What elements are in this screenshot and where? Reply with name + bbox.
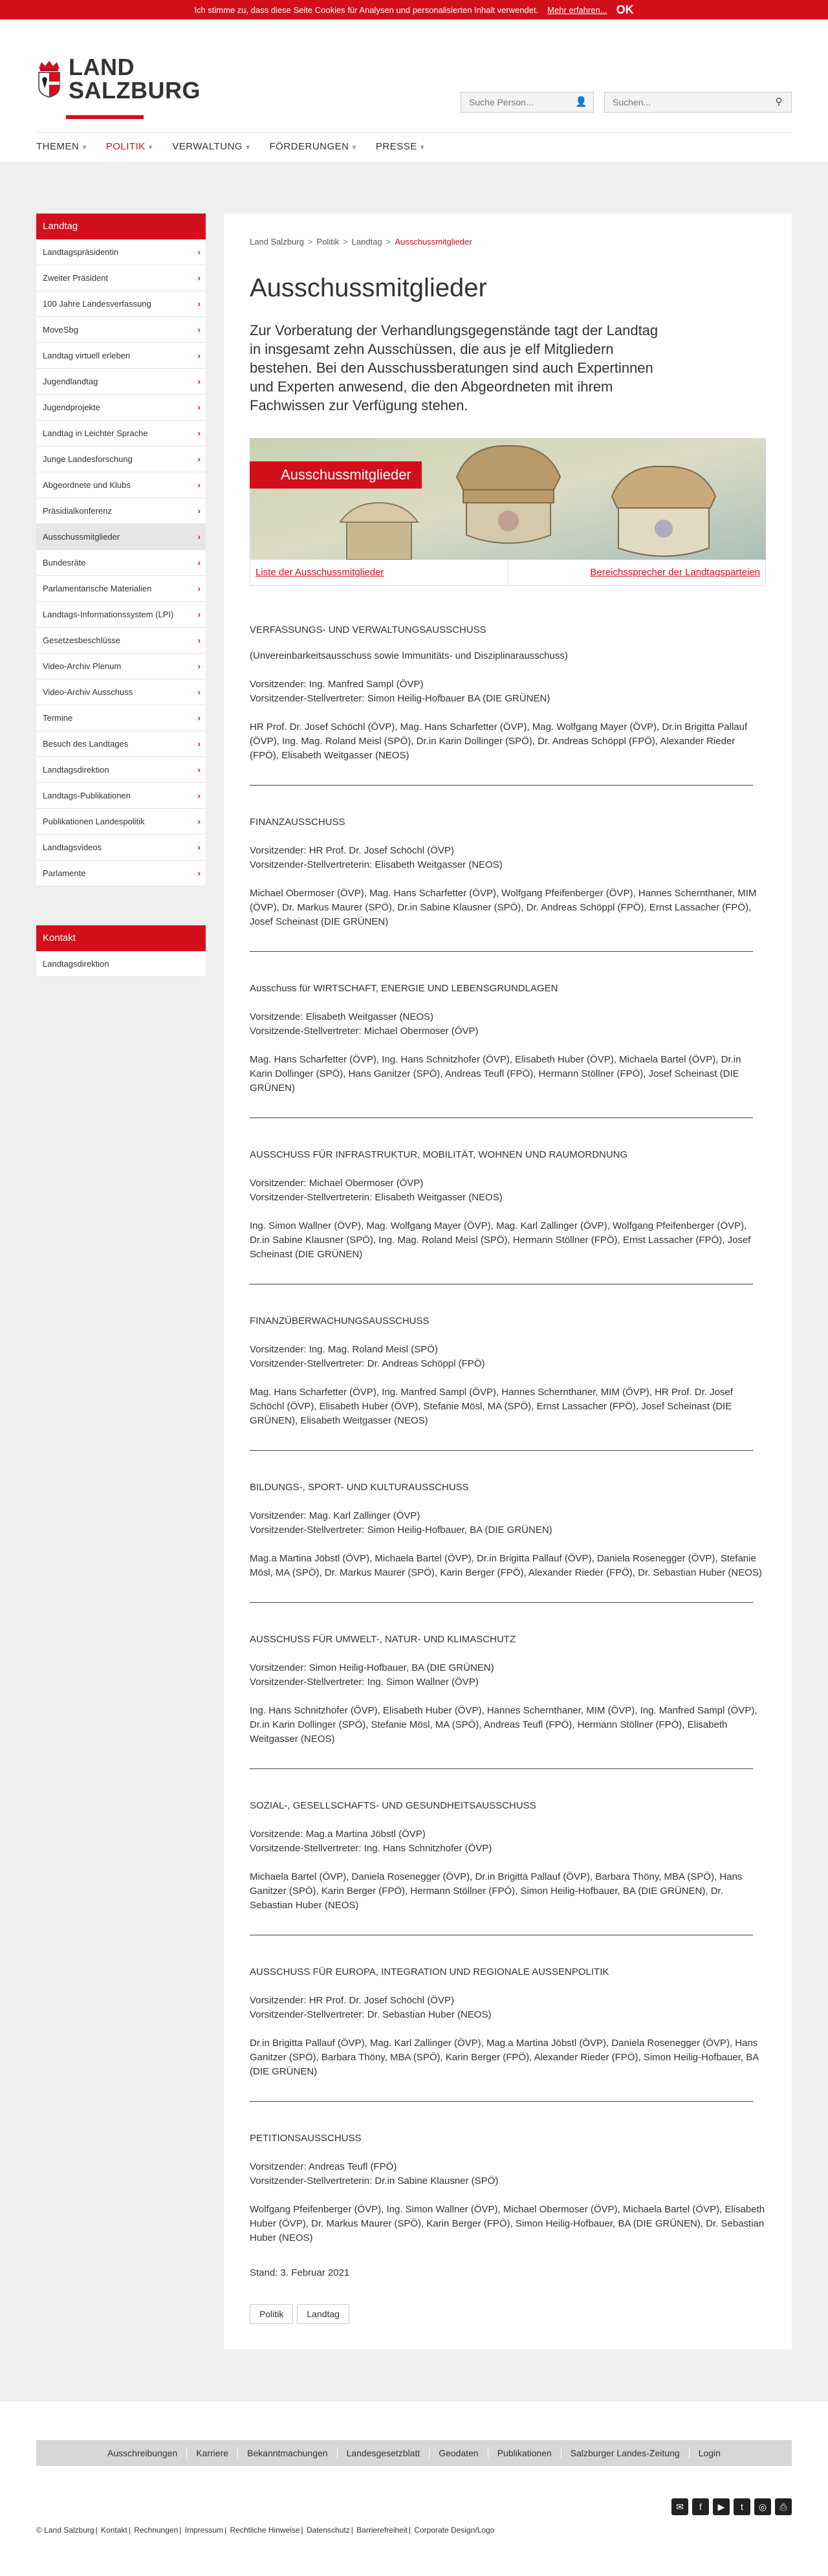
chevron-right-icon: › xyxy=(197,791,201,800)
imprint-separator: | xyxy=(224,2526,229,2535)
divider xyxy=(250,2101,753,2102)
sidebar-item[interactable] xyxy=(36,395,206,421)
footer-link[interactable]: Bekanntmachungen xyxy=(238,2448,338,2458)
chevron-right-icon: › xyxy=(197,687,201,697)
chevron-right-icon: › xyxy=(197,454,201,464)
person-search-input[interactable] xyxy=(468,96,575,108)
sidebar-item-label: Landtagspräsidentin xyxy=(43,247,119,257)
sidebar-item[interactable] xyxy=(36,498,206,524)
footer-links xyxy=(36,2440,792,2466)
committee-title: FINANZÜBERWACHUNGSAUSSCHUSS xyxy=(250,1316,430,1327)
sidebar-title[interactable]: Landtag xyxy=(36,214,206,239)
sidebar-item-label: Parlamentarische Materialien xyxy=(43,584,152,593)
divider xyxy=(250,1117,753,1118)
sidebar-item[interactable] xyxy=(36,628,206,654)
tag-list xyxy=(250,2304,766,2324)
imprint-separator: | xyxy=(301,2526,305,2535)
committee-chair: Vorsitzender: Ing. Manfred Sampl (ÖVP) xyxy=(250,679,424,690)
committee xyxy=(250,1633,766,1769)
committee-list xyxy=(250,623,766,2245)
chevron-right-icon: › xyxy=(197,610,201,619)
intro-text: Zur Vorberatung der Verhandlungsgegenstände tagt der Landtag in insgesamt zehn Ausschüssen, die aus je elf Mitgliedern bestehen. Bei den Ausschussberatungen sind auch Expertinnen und Experten anwesend, die den Abgeordneten mit ihrem Fachwissen zur Verfügung stehen. xyxy=(250,322,659,413)
sidebar-item[interactable] xyxy=(36,809,206,835)
twitter-icon[interactable]: t xyxy=(734,2498,750,2515)
committee xyxy=(250,1314,766,1451)
chevron-down-icon: ▼ xyxy=(147,144,155,151)
sidebar-item-label: Junge Landesforschung xyxy=(43,454,133,464)
link-spokespersons[interactable]: Bereichssprecher der Landtagsparteien xyxy=(508,560,766,585)
committee xyxy=(250,982,766,1118)
committee-deputy: Vorsitzender-Stellvertreterin: Elisabeth Weitgasser (NEOS) xyxy=(250,1192,503,1203)
committee-deputy: Vorsitzender-Stellvertreter: Simon Heilig-Hofbauer, BA (DIE GRÜNEN) xyxy=(250,1525,552,1536)
committee-members: HR Prof. Dr. Josef Schöchl (ÖVP), Mag. Hans Scharfetter (ÖVP), Mag. Wolfgang Mayer (ÖVP), Dr.in Brigitta Pallauf (ÖVP), Ing. Mag. Roland Meisl (SPÖ), Dr.in Karin Dollinger (SPÖ), Dr. Andreas Schöppl (FPÖ), Alexander Rieder (FPÖ), Elisabeth Weitgasser (NEOS) xyxy=(250,721,748,761)
link-member-list[interactable]: Liste der Ausschussmitglieder xyxy=(256,567,384,578)
divider xyxy=(250,1450,753,1451)
footer-link[interactable]: Landesgesetzblatt xyxy=(338,2448,430,2458)
logo-line2: SALZBURG xyxy=(69,77,201,104)
imprint-separator: | xyxy=(408,2526,413,2535)
divider xyxy=(250,1768,753,1769)
social-icons xyxy=(671,2498,792,2515)
breadcrumb-current: Ausschussmitglieder xyxy=(395,237,472,247)
breadcrumb-item[interactable]: Landtag xyxy=(351,237,382,247)
committee-deputy: Vorsitzender-Stellvertreter: Dr. Sebastian Huber (NEOS) xyxy=(250,2009,492,2020)
sidebar-item[interactable] xyxy=(36,783,206,809)
committee-chair: Vorsitzender: Mag. Karl Zallinger (ÖVP) xyxy=(250,1510,420,1521)
imprint-separator: | xyxy=(351,2526,356,2535)
sidebar-item-label: Landtagsvideos xyxy=(43,842,102,852)
imprint-links xyxy=(36,2526,496,2535)
sidebar-item-label: MoveSbg xyxy=(43,325,78,335)
footer-link[interactable]: Publikationen xyxy=(488,2448,561,2458)
imprint-link[interactable]: Rechtliche Hinweise xyxy=(230,2526,300,2535)
committee xyxy=(250,623,766,786)
committee-deputy: Vorsitzende-Stellvertreter: Ing. Hans Schnitzhofer (ÖVP) xyxy=(250,1843,492,1854)
main-nav xyxy=(36,132,792,160)
chevron-right-icon: › xyxy=(197,868,201,878)
committee-title: AUSSCHUSS FÜR EUROPA, INTEGRATION UND REGIONALE AUSSENPOLITIK xyxy=(250,1966,609,1977)
breadcrumb-separator: > xyxy=(343,237,348,247)
crest-icon xyxy=(36,60,62,98)
committee-members: Michaela Bartel (ÖVP), Daniela Rosenegger (ÖVP), Dr.in Brigitta Pallauf (ÖVP), Barbara Thöny, MBA (SPÖ), Hans Ganitzer (SPÖ), Karin Berger (FPÖ), Hermann Stöllner (FPÖ), Simon Heilig-Hofbauer, BA (DIE GRÜNEN), Dr. Sebastian Huber (NEOS) xyxy=(250,1871,743,1911)
committee-title: Ausschuss für WIRTSCHAFT, ENERGIE UND LEBENSGRUNDLAGEN xyxy=(250,983,558,994)
quick-links xyxy=(250,560,766,586)
imprint-link[interactable]: Corporate Design/Logo xyxy=(414,2526,495,2535)
chevron-down-icon: ▼ xyxy=(351,144,358,151)
committee-title: SOZIAL-, GESELLSCHAFTS- UND GESUNDHEITSAUSSCHUSS xyxy=(250,1800,536,1811)
sidebar-item-label: Besuch des Landtages xyxy=(43,739,129,749)
sidebar-item[interactable] xyxy=(36,550,206,576)
chevron-right-icon: › xyxy=(197,765,201,775)
header xyxy=(0,19,828,152)
nav-themen-label: THEMEN xyxy=(36,141,80,152)
person-search-box xyxy=(461,92,594,113)
chevron-right-icon: › xyxy=(197,739,201,749)
footer-link[interactable]: Salzburger Landes-Zeitung xyxy=(561,2448,690,2458)
mail-icon[interactable]: ✉ xyxy=(671,2498,688,2515)
committee xyxy=(250,2131,766,2245)
youtube-icon[interactable]: ▶ xyxy=(713,2498,730,2515)
imprint-link[interactable]: Datenschutz xyxy=(307,2526,350,2535)
committee-members: Michael Obermoser (ÖVP), Mag. Hans Scharfetter (ÖVP), Wolfgang Pfeifenberger (ÖVP), Hannes Schernthaner, MIM (ÖVP), Dr. Markus Maurer (SPÖ), Dr.in Sabine Klausner (SPÖ), Dr. Andreas Schöppl (FPÖ), Ernst Lassacher (FPÖ), Josef Scheinast (DIE GRÜNEN) xyxy=(250,888,757,927)
sidebar-item[interactable] xyxy=(36,343,206,369)
sidebar-item-label: Jugendprojekte xyxy=(43,402,100,412)
sidebar-item[interactable] xyxy=(36,861,206,886)
bottom-spacer xyxy=(0,2537,828,2576)
kontakt-item[interactable]: Landtagsdirektion xyxy=(36,951,206,977)
cookie-bar xyxy=(0,0,828,19)
chevron-down-icon: ▼ xyxy=(81,144,88,151)
sidebar-item-label: Gesetzesbeschlüsse xyxy=(43,635,120,645)
footer-bottom xyxy=(36,2466,792,2537)
site-search-input[interactable] xyxy=(611,96,773,108)
committee-title: AUSSCHUSS FÜR UMWELT-, NATUR- UND KLIMASCHUTZ xyxy=(250,1634,516,1645)
main-content xyxy=(224,214,792,2350)
sidebar-item[interactable] xyxy=(36,472,206,498)
sidebar-item-label: 100 Jahre Landesverfassung xyxy=(43,299,151,309)
committee-title: BILDUNGS-, SPORT- UND KULTURAUSSCHUSS xyxy=(250,1482,469,1493)
sidebar-item[interactable] xyxy=(36,421,206,446)
sidebar-item-label: Bundesräte xyxy=(43,558,86,567)
kontakt-list xyxy=(36,951,206,977)
page-title: Ausschussmitglieder xyxy=(250,274,487,302)
committee-chair: Vorsitzender: Simon Heilig-Hofbauer, BA (DIE GRÜNEN) xyxy=(250,1662,494,1673)
sidebar-item-label: Video-Archiv Plenum xyxy=(43,661,122,671)
chevron-right-icon: › xyxy=(197,351,201,360)
chevron-right-icon: › xyxy=(197,299,201,309)
committee-chair: Vorsitzende: Elisabeth Weitgasser (NEOS) xyxy=(250,1011,434,1022)
committee-subtitle: (Unvereinbarkeitsausschuss sowie Immunitäts- und Disziplinarausschuss) xyxy=(250,650,568,661)
sidebar-item[interactable] xyxy=(36,291,206,317)
chevron-right-icon: › xyxy=(197,817,201,826)
chevron-right-icon: › xyxy=(197,325,201,335)
committee-members: Mag.a Martina Jöbstl (ÖVP), Michaela Bartel (ÖVP), Dr.in Brigitta Pallauf (ÖVP), Daniela Rosenegger (ÖVP), Stefanie Mösl, MA (SPÖ), Dr. Markus Maurer (SPÖ), Karin Berger (FPÖ), Alexander Rieder (FPÖ), Dr. Sebastian Huber (NEOS) xyxy=(250,1553,762,1578)
sidebar-item[interactable] xyxy=(36,835,206,861)
committee xyxy=(250,815,766,952)
facebook-icon[interactable]: f xyxy=(692,2498,709,2515)
chevron-right-icon: › xyxy=(197,584,201,593)
tag-politik[interactable]: Politik xyxy=(250,2304,293,2324)
committee-deputy: Vorsitzender-Stellvertreter: Ing. Simon Wallner (ÖVP) xyxy=(250,1677,479,1688)
chevron-right-icon: › xyxy=(197,635,201,645)
sidebar-item[interactable] xyxy=(36,446,206,472)
committee-members: Mag. Hans Scharfetter (ÖVP), Ing. Hans Schnitzhofer (ÖVP), Elisabeth Huber (ÖVP), Michaela Bartel (ÖVP), Dr.in Karin Dollinger (SPÖ), Hans Ganitzer (SPÖ), Andreas Teufl (FPÖ), Hermann Stöllner (FPÖ), Josef Scheinast (DIE GRÜNEN) xyxy=(250,1054,741,1094)
committee-chair: Vorsitzender: HR Prof. Dr. Josef Schöchl (ÖVP) xyxy=(250,1995,454,2006)
banner-label: Ausschussmitglieder xyxy=(250,461,422,489)
chevron-right-icon: › xyxy=(197,377,201,386)
sidebar-item[interactable] xyxy=(36,602,206,628)
sidebar-item[interactable] xyxy=(36,705,206,731)
imprint-separator: | xyxy=(179,2526,184,2535)
nav-foerderungen[interactable] xyxy=(270,141,358,152)
chevron-right-icon: › xyxy=(197,842,201,852)
sidebar-item-label: Video-Archiv Ausschuss xyxy=(43,687,133,697)
page-body xyxy=(0,162,828,2401)
banner-image xyxy=(250,438,766,560)
imprint-separator: | xyxy=(95,2526,100,2535)
sidebar-item-label: Landtag in Leichter Sprache xyxy=(43,428,148,438)
nav-presse[interactable] xyxy=(376,141,426,152)
sidebar-item-label: Landtags-Publikationen xyxy=(43,791,131,800)
nav-politik-label: POLITIK xyxy=(105,141,146,152)
sidebar-item-label: Termine xyxy=(43,713,73,723)
chevron-down-icon: ▼ xyxy=(419,144,426,151)
committee-chair: Vorsitzender: HR Prof. Dr. Josef Schöchl (ÖVP) xyxy=(250,845,454,856)
nav-themen[interactable] xyxy=(36,141,88,152)
sidebar-item[interactable] xyxy=(36,576,206,602)
committee xyxy=(250,1481,766,1603)
committee-chair: Vorsitzender: Ing. Mag. Roland Meisl (SPÖ) xyxy=(250,1344,438,1355)
kontakt-title: Kontakt xyxy=(36,925,206,951)
instagram-icon[interactable]: ◎ xyxy=(754,2498,771,2515)
sidebar-item-label: Jugendlandtag xyxy=(43,377,98,386)
sidebar-item[interactable] xyxy=(36,757,206,783)
committee-deputy: Vorsitzender-Stellvertreter: Dr. Andreas Schöppl (FPÖ) xyxy=(250,1358,485,1369)
committee-members: Mag. Hans Scharfetter (ÖVP), Ing. Manfred Sampl (ÖVP), Hannes Schernthaner, MIM (ÖVP), HR Prof. Dr. Josef Schöchl (ÖVP), Elisabeth Huber (ÖVP), Stefanie Mösl, MA (SPÖ), Ernst Lassacher (FPÖ), Josef Scheinast (DIE GRÜNEN), Elisabeth Weitgasser (NEOS) xyxy=(250,1387,733,1426)
chevron-right-icon: › xyxy=(197,532,201,542)
committee-deputy: Vorsitzender-Stellvertreterin: Elisabeth Weitgasser (NEOS) xyxy=(250,859,503,870)
sidebar-item[interactable] xyxy=(36,654,206,679)
sidebar-item-label: Abgeordnete und Klubs xyxy=(43,480,131,490)
cookie-more-link[interactable]: Mehr erfahren... xyxy=(547,5,607,15)
chevron-right-icon: › xyxy=(197,428,201,438)
breadcrumb-separator: > xyxy=(307,237,313,247)
committee xyxy=(250,1148,766,1284)
sidebar xyxy=(36,214,206,2350)
sidebar-item[interactable] xyxy=(36,369,206,395)
chevron-right-icon: › xyxy=(197,402,201,412)
chevron-right-icon: › xyxy=(197,713,201,723)
breadcrumb xyxy=(250,237,766,247)
sidebar-item[interactable] xyxy=(36,731,206,757)
breadcrumb-separator: > xyxy=(386,237,391,247)
sidebar-item-label: Zweiter Präsident xyxy=(43,273,109,283)
committee-deputy: Vorsitzender-Stellvertreterin: Dr.in Sabine Klausner (SPÖ) xyxy=(250,2175,499,2186)
imprint-link: © Land Salzburg xyxy=(36,2526,94,2535)
divider xyxy=(250,951,753,952)
committee-members: Wolfgang Pfeifenberger (ÖVP), Ing. Simon Wallner (ÖVP), Michael Obermoser (ÖVP), Michaela Bartel (ÖVP), Elisabeth Huber (ÖVP), Dr. Markus Maurer (SPÖ), Karin Berger (FPÖ), Simon Heilig-Hofbauer, BA (DIE GRÜNEN), Dr. Sebastian Huber (NEOS) xyxy=(250,2204,765,2243)
chevron-right-icon: › xyxy=(197,273,201,283)
cookie-ok-button[interactable]: OK xyxy=(616,3,634,16)
sidebar-item-label: Publikationen Landespolitik xyxy=(43,817,145,826)
committee-deputy: Vorsitzender-Stellvertreter: Simon Heilig-Hofbauer BA (DIE GRÜNEN) xyxy=(250,693,550,704)
chevron-down-icon: ▼ xyxy=(245,144,252,151)
divider xyxy=(250,785,753,786)
committee-chair: Vorsitzender: Andreas Teufl (FPÖ) xyxy=(250,2161,397,2172)
sidebar-item-label: Landtags-Informationssystem (LPI) xyxy=(43,610,174,619)
tag-landtag[interactable]: Landtag xyxy=(297,2304,349,2324)
footer-link[interactable]: Ausschreibungen xyxy=(98,2448,187,2458)
chevron-right-icon: › xyxy=(197,247,201,257)
committee-title: AUSSCHUSS FÜR INFRASTRUKTUR, MOBILITÄT, WOHNEN UND RAUMORDNUNG xyxy=(250,1149,628,1160)
nav-verwaltung[interactable] xyxy=(172,141,251,152)
committee-deputy: Vorsitzende-Stellvertreter: Michael Obermoser (ÖVP) xyxy=(250,1026,479,1037)
committee-title: VERFASSUNGS- UND VERWALTUNGSAUSSCHUSS xyxy=(250,624,486,635)
nav-politik[interactable] xyxy=(106,141,154,152)
sidebar-item-label: Landtag virtuell erleben xyxy=(43,351,131,360)
logo-underline xyxy=(66,115,144,119)
sidebar-list xyxy=(36,239,206,886)
nav-verwaltung-label: VERWALTUNG xyxy=(172,141,243,152)
chevron-right-icon: › xyxy=(197,506,201,516)
sidebar-item-label: Landtagsdirektion xyxy=(43,765,109,775)
committee xyxy=(250,1965,766,2102)
committee xyxy=(250,1799,766,1935)
footer-link[interactable]: Karriere xyxy=(187,2448,238,2458)
sidebar-item[interactable] xyxy=(36,524,206,550)
imprint-link[interactable]: Rechnungen xyxy=(134,2526,179,2535)
sidebar-item-label: Ausschussmitglieder xyxy=(43,532,120,542)
logo-line1: LAND xyxy=(69,54,135,80)
committee-members: Ing. Simon Wallner (ÖVP), Mag. Wolfgang Mayer (ÖVP), Mag. Karl Zallinger (ÖVP), Wolfgang Pfeifenberger (ÖVP), Dr.in Sabine Klausner (SPÖ), Ing. Mag. Roland Meisl (SPÖ), Hermann Stöllner (FPÖ), Ernst Lassacher (FPÖ), Josef Scheinast (DIE GRÜNEN) xyxy=(250,1220,751,1260)
sidebar-item[interactable] xyxy=(36,317,206,343)
sidebar-item[interactable] xyxy=(36,679,206,705)
site-search-box xyxy=(604,92,792,113)
committee-title: FINANZAUSSCHUSS xyxy=(250,817,345,828)
sidebar-item[interactable] xyxy=(36,239,206,265)
print-icon[interactable]: ⎙ xyxy=(775,2498,792,2515)
breadcrumb-item[interactable]: Politik xyxy=(316,237,340,247)
logo[interactable] xyxy=(36,56,201,102)
nav-presse-label: PRESSE xyxy=(375,141,417,152)
imprint-link[interactable]: Kontakt xyxy=(101,2526,127,2535)
committee-members: Ing. Hans Schnitzhofer (ÖVP), Elisabeth Huber (ÖVP), Hannes Schernthaner, MIM (ÖVP), Ing. Manfred Sampl (ÖVP), Dr.in Karin Dollinger (SPÖ), Stefanie Mösl, MA (SPÖ), Andreas Teufl (FPÖ), Hermann Stöllner (FPÖ), Elisabeth Weitgasser (NEOS) xyxy=(250,1705,757,1745)
chevron-right-icon: › xyxy=(197,480,201,490)
committee-members: Dr.in Brigitta Pallauf (ÖVP), Mag. Karl Zallinger (ÖVP), Mag.a Martina Jöbstl (ÖVP), Daniela Rosenegger (ÖVP), Hans Ganitzer (SPÖ), Barbara Thöny, MBA (SPÖ), Karin Berger (FPÖ), Alexander Rieder (FPÖ), Simon Heilig-Hofbauer, BA (DIE GRÜNEN) xyxy=(250,2038,759,2077)
imprint-link[interactable]: Impressum xyxy=(184,2526,224,2535)
footer-link[interactable]: Login xyxy=(698,2448,721,2458)
sidebar-item-label: Parlamente xyxy=(43,868,86,878)
footer-link[interactable]: Geodaten xyxy=(430,2448,488,2458)
imprint-separator: | xyxy=(128,2526,133,2535)
search-icon[interactable]: ⚲ xyxy=(775,96,783,107)
divider xyxy=(250,1602,753,1603)
committee-chair: Vorsitzender: Michael Obermoser (ÖVP) xyxy=(250,1178,424,1189)
stand-date: Stand: 3. Februar 2021 xyxy=(250,2267,350,2278)
crowns-illustration xyxy=(250,438,766,560)
chevron-right-icon: › xyxy=(197,558,201,567)
sidebar-item[interactable] xyxy=(36,265,206,291)
chevron-right-icon: › xyxy=(197,661,201,671)
person-icon[interactable]: 👤 xyxy=(575,96,587,107)
nav-foerderungen-label: FÖRDERUNGEN xyxy=(269,141,349,152)
cookie-text: Ich stimme zu, dass diese Seite Cookies für Analysen und personalisierten Inhalt verwendet. xyxy=(194,5,539,15)
committee-title: PETITIONSAUSSCHUSS xyxy=(250,2133,362,2144)
breadcrumb-item[interactable]: Land Salzburg xyxy=(250,237,304,247)
committee-chair: Vorsitzende: Mag.a Martina Jöbstl (ÖVP) xyxy=(250,1829,426,1840)
sidebar-item-label: Präsidialkonferenz xyxy=(43,506,112,516)
imprint-link[interactable]: Barrierefreiheit xyxy=(356,2526,408,2535)
